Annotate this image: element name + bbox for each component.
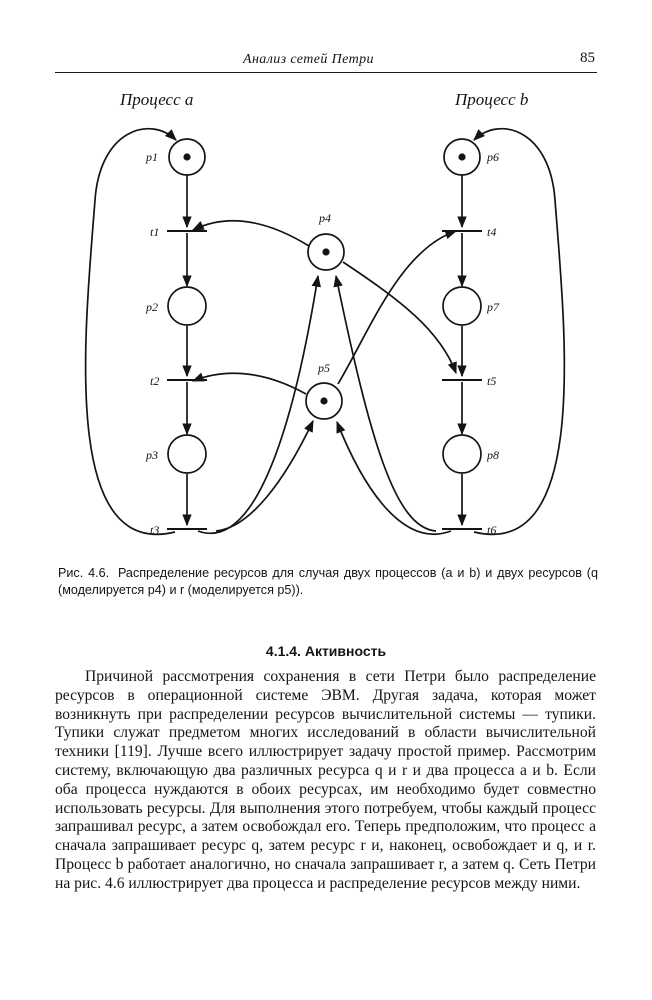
- token-p4: [322, 248, 329, 255]
- label-p7: p7: [487, 300, 499, 314]
- arc-p4-t1: [193, 221, 309, 246]
- running-title: Анализ сетей Петри: [243, 52, 374, 67]
- label-t3: t3: [150, 523, 160, 537]
- arc-t6-p4: [336, 276, 436, 531]
- token-p6: [458, 153, 465, 160]
- place-p7: [443, 287, 481, 325]
- section-number: 4.1.4.: [265, 643, 301, 659]
- arc-t6-p6: [474, 129, 564, 535]
- label-t6: t6: [487, 523, 497, 537]
- arc-t3-p4: [198, 276, 318, 533]
- label-t2: t2: [150, 374, 160, 388]
- label-t4: t4: [487, 225, 497, 239]
- caption-label: Рис. 4.6.: [58, 566, 110, 580]
- token-p5: [320, 397, 327, 404]
- label-p2: p2: [146, 300, 158, 314]
- section-title: Активность: [304, 643, 387, 659]
- arc-p5-t2: [193, 373, 306, 394]
- label-p3: p3: [146, 448, 158, 462]
- arc-t6-p5: [337, 422, 451, 534]
- place-p3: [168, 435, 206, 473]
- place-p2: [168, 287, 206, 325]
- label-t5: t5: [487, 374, 497, 388]
- arc-t3-p1: [86, 129, 176, 535]
- process-b-label: Процесс b: [455, 90, 529, 109]
- arc-p5-t4: [338, 231, 456, 384]
- label-p6: p6: [487, 150, 499, 164]
- label-p4: p4: [319, 211, 331, 225]
- body-paragraph: Причиной рассмотрения сохранения в сети Петри было распределение ресурсов в операционной системе ЭВМ. Другая задача, которая может возникнуть при распределении ресурсов вычислительной системы — тупики. Тупики служат предметом многих исследований в области вычислительной техники [119]. Лучше всего иллюстрирует задачу простой пример. Рассмотрим систему, включающую два различных ресурса q и r и два процесса a и b. Если оба процесса нуждаются в обоих ресурсах, им необходимо будет совместно использовать ресурсы. Для выполнения этого потребуем, чтобы каждый процесс запрашивал ресурс, а затем освобождал его. Теперь предположим, что процесс a сначала запрашивает ресурс q, затем ресурс r и, наконец, освобождает и q, и r. Процесс b работает аналогично, но сначала запрашивает r, а затем q. Сеть Петри на рис. 4.6 иллюстрирует два процесса и распределение ресурсов между ними.: [55, 668, 596, 892]
- label-t1: t1: [150, 225, 160, 239]
- label-p1: p1: [146, 150, 158, 164]
- figure-caption: [58, 565, 598, 599]
- caption-text: Распределение ресурсов для случая двух процессов (a и b) и двух ресурсов (q (моделируется p4) и r (моделируется p5)).: [58, 566, 598, 597]
- arc-t3-p5: [216, 421, 313, 531]
- label-p5: p5: [318, 361, 330, 375]
- token-p1: [183, 153, 190, 160]
- section-heading: [0, 643, 652, 659]
- page-number: 85: [580, 50, 595, 66]
- process-a-label: Процесс a: [120, 90, 194, 109]
- place-p8: [443, 435, 481, 473]
- label-p8: p8: [487, 448, 499, 462]
